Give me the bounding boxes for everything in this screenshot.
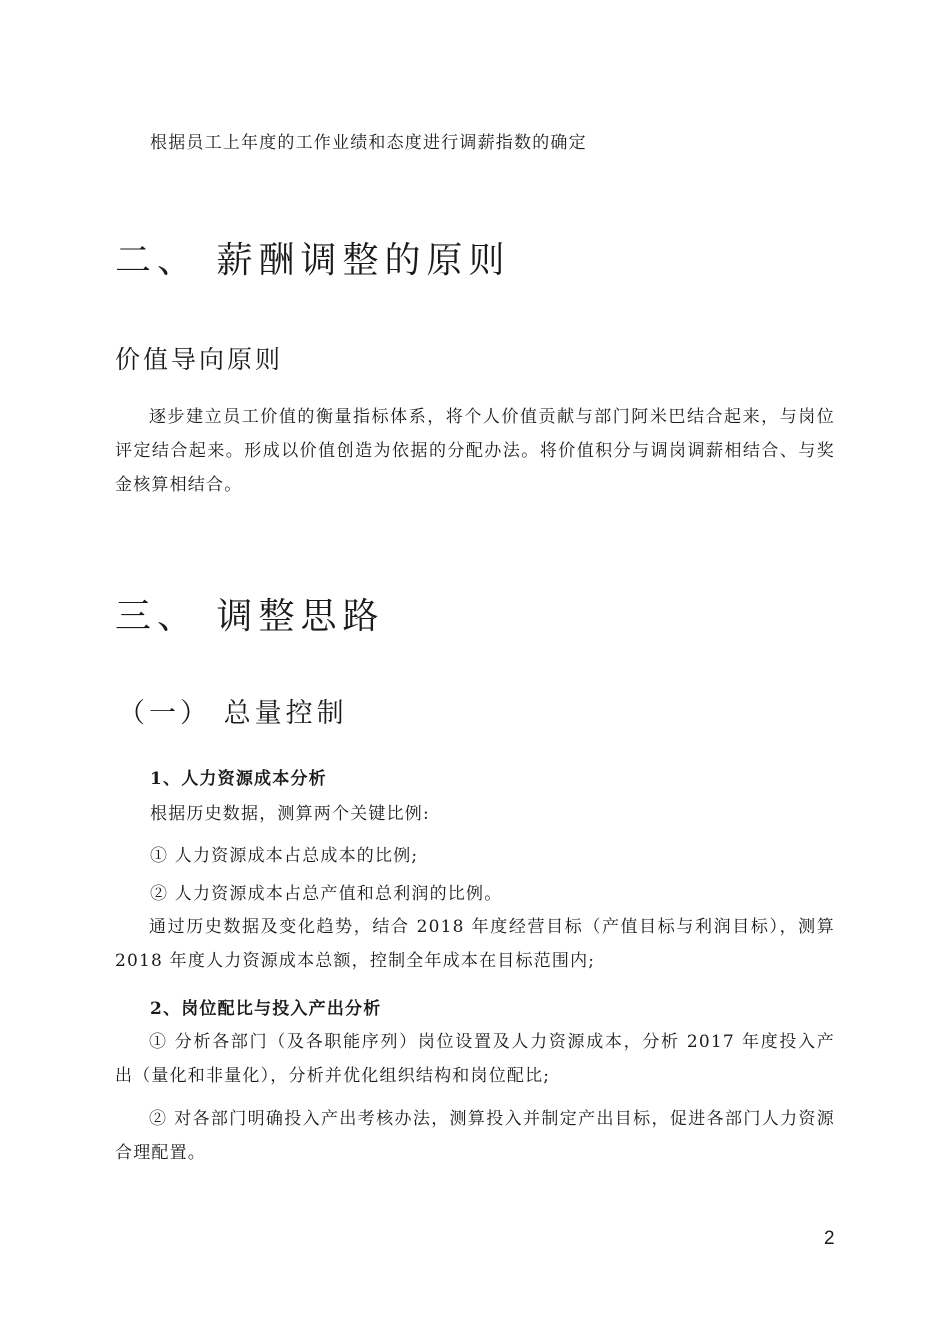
item-1-line-3: ② 人力资源成本占总产值和总利润的比例。 — [150, 884, 503, 904]
section-2-paragraph: 逐步建立员工价值的衡量指标体系，将个人价值贡献与部门阿米巴结合起来，与岗位评定结合起来。形成以价值创造为依据的分配办法。将价值积分与调岗调薪相结合、与奖金核算相结合。 — [115, 407, 835, 495]
section-2-heading: 二、 薪酬调整的原则 — [115, 240, 511, 281]
item-2-paragraph-1: ① 分析各部门（及各职能序列）岗位设置及人力资源成本，分析 2017 年度投入产出（量化和非量化），分析并优化组织结构和岗位配比; — [115, 1032, 835, 1086]
item-1-paragraph: 通过历史数据及变化趋势，结合 2018 年度经营目标（产值目标与利润目标），测算 2018 年度人力资源成本总额，控制全年成本在目标范围内; — [115, 917, 835, 971]
section-3-subheading: （一） 总量控制 — [118, 698, 348, 729]
item-2-paragraph-2: ② 对各部门明确投入产出考核办法，测算投入并制定产出目标，促进各部门人力资源合理配置。 — [115, 1109, 835, 1163]
item-1-line-2: ① 人力资源成本占总成本的比例; — [150, 846, 419, 866]
item-2-title: 2、岗位配比与投入产出分析 — [150, 999, 382, 1019]
section-3-heading: 三、 调整思路 — [115, 596, 385, 637]
page-number: 2 — [824, 1228, 835, 1249]
item-1-title: 1、人力资源成本分析 — [150, 769, 327, 789]
intro-line: 根据员工上年度的工作业绩和态度进行调薪指数的确定 — [150, 133, 587, 153]
section-2-subheading: 价值导向原则 — [115, 345, 284, 374]
item-1-line-1: 根据历史数据，测算两个关键比例: — [150, 804, 430, 824]
